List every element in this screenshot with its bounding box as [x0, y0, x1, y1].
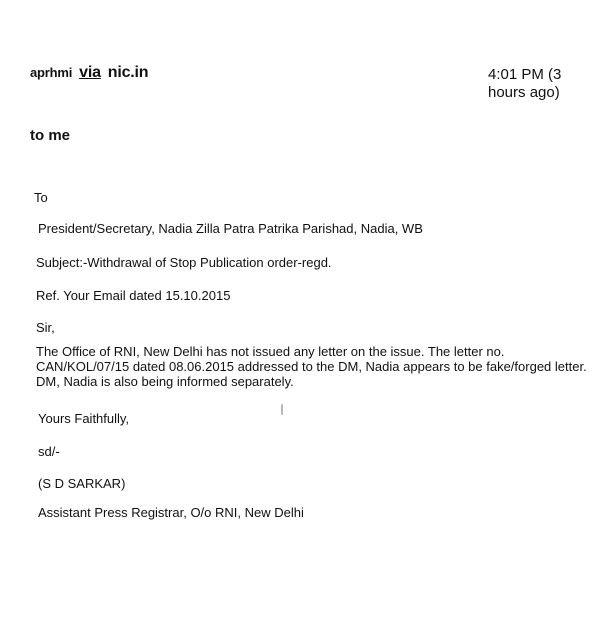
sender-domain: nic.in	[107, 64, 149, 81]
timestamp-line-2: hours ago)	[488, 84, 560, 101]
letter-designation: Assistant Press Registrar, O/o RNI, New Delhi	[38, 505, 304, 520]
timestamp	[488, 66, 588, 102]
timestamp-line-1: 4:01 PM (3	[488, 66, 562, 83]
letter-to: To	[34, 190, 48, 205]
letter-closing: Yours Faithfully,	[38, 411, 130, 426]
letter-salutation: Sir,	[36, 320, 55, 335]
sender-line	[30, 64, 148, 82]
via-link[interactable]: via	[79, 64, 101, 81]
letter-addressee: President/Secretary, Nadia Zilla Patra Patrika Parishad, Nadia, WB	[38, 221, 423, 236]
letter-signed: sd/-	[38, 444, 60, 459]
letter-signatory: (S D SARKAR)	[38, 476, 126, 491]
scan-speck	[281, 404, 283, 415]
recipient-label[interactable]: to me	[30, 127, 71, 144]
letter-reference: Ref. Your Email dated 15.10.2015	[36, 288, 231, 303]
sender-name: aprhmi	[30, 65, 73, 80]
letter-subject: Subject:-Withdrawal of Stop Publication order-regd.	[36, 255, 332, 270]
letter-paragraph: The Office of RNI, New Delhi has not issued any letter on the issue. The letter no. CAN/KOL/07/15 dated 08.06.2015 addressed to the DM, Nadia appears to be fake/forged letter. DM, Nadia is also being informed separately.	[36, 344, 587, 389]
